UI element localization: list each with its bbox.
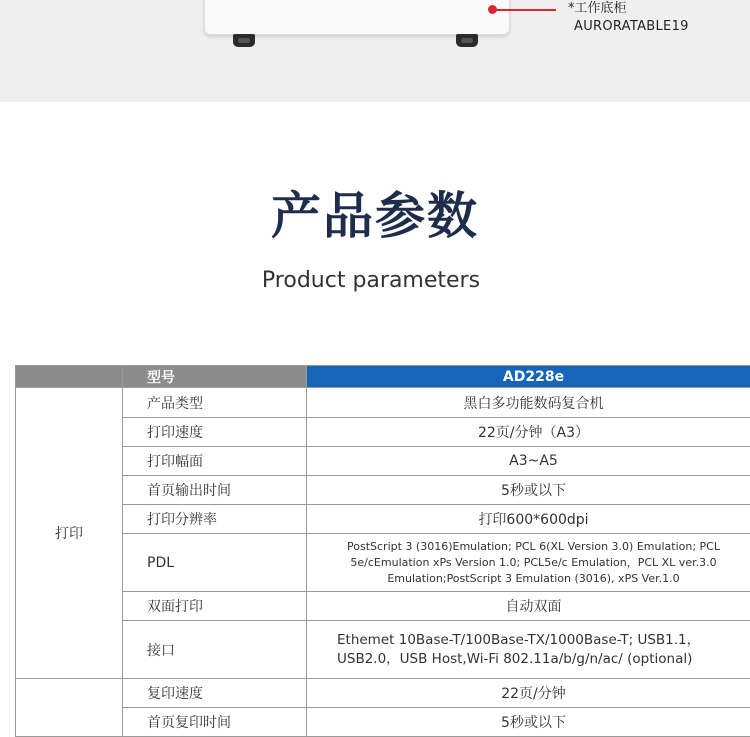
section-subtitle: Product parameters <box>0 266 742 296</box>
row-value: 自动双面 <box>307 592 750 621</box>
spec-table <box>15 365 750 737</box>
table-row <box>16 447 750 476</box>
cabinet-image <box>204 0 510 35</box>
row-value: 打印600*600dpi <box>307 505 750 534</box>
row-label: 双面打印 <box>123 592 307 621</box>
row-value: 黑白多功能数码复合机 <box>307 388 750 418</box>
table-row <box>16 418 750 447</box>
row-label: 产品类型 <box>123 388 307 418</box>
header-blank-cell <box>16 366 123 388</box>
callout-label-model: AURORATABLE19 <box>574 18 689 36</box>
table-row <box>16 592 750 621</box>
row-label: 首页输出时间 <box>123 476 307 505</box>
row-label: 打印分辨率 <box>123 505 307 534</box>
row-value: 22页/分钟 <box>307 679 750 708</box>
caster-wheel-right <box>456 34 478 47</box>
table-header-row <box>16 366 750 388</box>
table-row <box>16 621 750 679</box>
row-value: 5秒或以下 <box>307 476 750 505</box>
row-label: 首页复印时间 <box>123 708 307 737</box>
header-model-label: 型号 <box>123 366 307 388</box>
callout-label-cn: *工作底柜 <box>568 0 689 18</box>
row-value: A3~A5 <box>307 447 750 476</box>
table-row <box>16 679 750 708</box>
category-print: 打印 <box>16 388 123 679</box>
table-row <box>16 476 750 505</box>
row-value: Ethemet 10Base-T/100Base-TX/1000Base-T; USB1.1，USB2.0，USB Host,Wi-Fi 802.11a/b/g/n/ac/ (optional) <box>307 621 750 679</box>
row-label: 接口 <box>123 621 307 679</box>
table-row <box>16 388 750 418</box>
row-label: 打印幅面 <box>123 447 307 476</box>
row-label: 打印速度 <box>123 418 307 447</box>
callout-line <box>495 9 556 11</box>
row-label: 复印速度 <box>123 679 307 708</box>
row-value: 5秒或以下 <box>307 708 750 737</box>
table-row <box>16 534 750 592</box>
table-row <box>16 505 750 534</box>
caster-wheel-left <box>233 34 255 47</box>
header-model-value: AD228e <box>307 366 750 388</box>
section-title: 产品参数 <box>0 184 750 248</box>
table-row <box>16 708 750 737</box>
category-copy <box>16 679 123 737</box>
row-value: PostScript 3 (3016)Emulation; PCL 6(XL Version 3.0) Emulation; PCL 5e/cEmulation xPs Version 1.0; PCL5e/c Emulation，PCL XL ver.3.0 Emulation;PostScript 3 Emulation (3016), xPS Ver.1.0 <box>307 534 750 592</box>
row-value: 22页/分钟（A3） <box>307 418 750 447</box>
product-image-strip <box>0 0 750 102</box>
row-label: PDL <box>123 534 307 592</box>
callout-label <box>568 0 689 36</box>
